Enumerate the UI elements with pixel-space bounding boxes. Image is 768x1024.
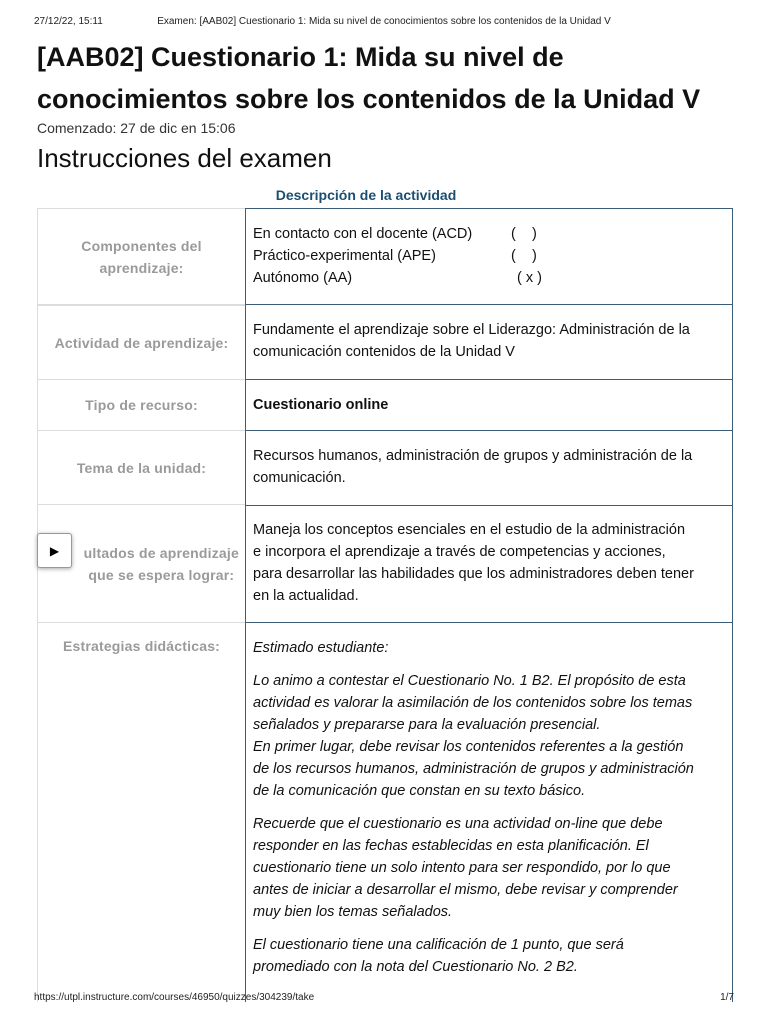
quiz-title-line1: [AAB02] Cuestionario 1: Mida su nivel de bbox=[37, 42, 564, 72]
didactic-strategies-value bbox=[245, 622, 733, 1002]
strategies-line: de la comunicación que constan en su texto básico. bbox=[253, 783, 586, 799]
strategies-paragraph-3 bbox=[253, 934, 724, 978]
strategies-line: responder en las fechas establecidas en esta planificación. El bbox=[253, 838, 649, 854]
instructions-heading: Instrucciones del examen bbox=[37, 143, 332, 173]
activity-value bbox=[245, 304, 733, 380]
play-icon: ▶ bbox=[49, 543, 60, 558]
strategies-line: actividad es valorar la asimilación de los contenidos sobre los temas bbox=[253, 695, 693, 711]
resource-type-value: Cuestionario online bbox=[245, 379, 733, 431]
quiz-title-line2: conocimientos sobre los contenidos de la Unidad V bbox=[37, 84, 701, 114]
component-mode-row bbox=[253, 223, 724, 245]
unit-topic-line2: comunicación. bbox=[253, 470, 346, 486]
learning-outcomes-line: Maneja los conceptos esenciales en el estudio de la administración bbox=[253, 522, 686, 538]
unit-topic-value bbox=[245, 430, 733, 506]
didactic-strategies-label: Estrategias didácticas: bbox=[37, 622, 245, 1002]
strategies-line: cuestionario tiene un solo intento para ser respondido, por lo que bbox=[253, 860, 671, 876]
component-mode-name: Práctico-experimental (APE) bbox=[253, 248, 436, 264]
strategies-line: muy bien los temas señalados. bbox=[253, 904, 453, 920]
strategies-paragraph-2 bbox=[253, 813, 724, 923]
components-label-line1: Componentes del bbox=[81, 237, 202, 254]
component-mode-row bbox=[253, 245, 724, 267]
component-mode-mark: ( x ) bbox=[517, 270, 542, 286]
activity-value-line1: Fundamente el aprendizaje sobre el Liderazgo: Administración de la bbox=[253, 322, 690, 338]
component-mode-mark: ( ) bbox=[511, 226, 537, 242]
resource-type-label: Tipo de recurso: bbox=[37, 380, 245, 430]
component-mode-mark: ( ) bbox=[511, 248, 537, 264]
strategies-line: Lo animo a contestar el Cuestionario No. 1 B2. El propósito de esta bbox=[253, 673, 686, 689]
component-mode-name: En contacto con el docente (ACD) bbox=[253, 226, 473, 242]
strategies-line: de los recursos humanos, administración de grupos y administración bbox=[253, 761, 694, 777]
component-mode-name: Autónomo (AA) bbox=[253, 270, 353, 286]
strategies-paragraph-1 bbox=[253, 670, 724, 802]
unit-topic-line1: Recursos humanos, administración de grupos y administración de la bbox=[253, 448, 693, 464]
components-label-line2: aprendizaje: bbox=[99, 259, 184, 276]
print-footer bbox=[34, 992, 734, 1006]
print-url: https://utpl.instructure.com/courses/46950/quizzes/304239/take bbox=[34, 992, 315, 1003]
component-mode-row bbox=[253, 267, 724, 289]
learning-outcomes-line: e incorpora el aprendizaje a través de competencias y acciones, bbox=[253, 544, 666, 560]
activity-table-caption: Descripción de la actividad bbox=[275, 187, 457, 203]
strategies-line: antes de iniciar a desarrollar el mismo, debe revisar y comprender bbox=[253, 882, 678, 898]
activity-label: Actividad de aprendizaje: bbox=[37, 305, 245, 380]
learning-outcomes-label-line2: que se espera lograr: bbox=[88, 566, 235, 583]
strategies-greeting: Estimado estudiante: bbox=[253, 640, 389, 656]
strategies-line: señalados y prepararse para la evaluación presencial. bbox=[253, 717, 601, 733]
started-timestamp: Comenzado: 27 de dic en 15:06 bbox=[37, 120, 236, 136]
print-header bbox=[34, 16, 734, 30]
learning-outcomes-label-line1: ultados de aprendizaje bbox=[83, 544, 239, 561]
strategies-line: promediado con la nota del Cuestionario No. 2 B2. bbox=[253, 959, 578, 975]
learning-outcomes-line: en la actualidad. bbox=[253, 588, 359, 604]
strategies-line: En primer lugar, debe revisar los contenidos referentes a la gestión bbox=[253, 739, 684, 755]
learning-outcomes-value bbox=[245, 505, 733, 623]
print-page-number: 1/7 bbox=[720, 992, 734, 1003]
quiz-title bbox=[37, 36, 737, 120]
strategies-line: El cuestionario tiene una calificación de 1 punto, que será bbox=[253, 937, 624, 953]
print-datetime: 27/12/22, 15:11 bbox=[34, 16, 103, 27]
print-doc-title: Examen: [AAB02] Cuestionario 1: Mida su nivel de conocimientos sobre los contenidos de la Unidad V bbox=[157, 16, 611, 27]
unit-topic-label: Tema de la unidad: bbox=[37, 430, 245, 505]
strategies-line: Recuerde que el cuestionario es una actividad on-line que debe bbox=[253, 816, 663, 832]
components-value bbox=[245, 208, 733, 305]
learning-outcomes-line: para desarrollar las habilidades que los administradores deben tener bbox=[253, 566, 694, 582]
play-button[interactable] bbox=[37, 533, 72, 568]
components-label bbox=[37, 208, 245, 305]
activity-value-line2: comunicación contenidos de la Unidad V bbox=[253, 344, 515, 360]
